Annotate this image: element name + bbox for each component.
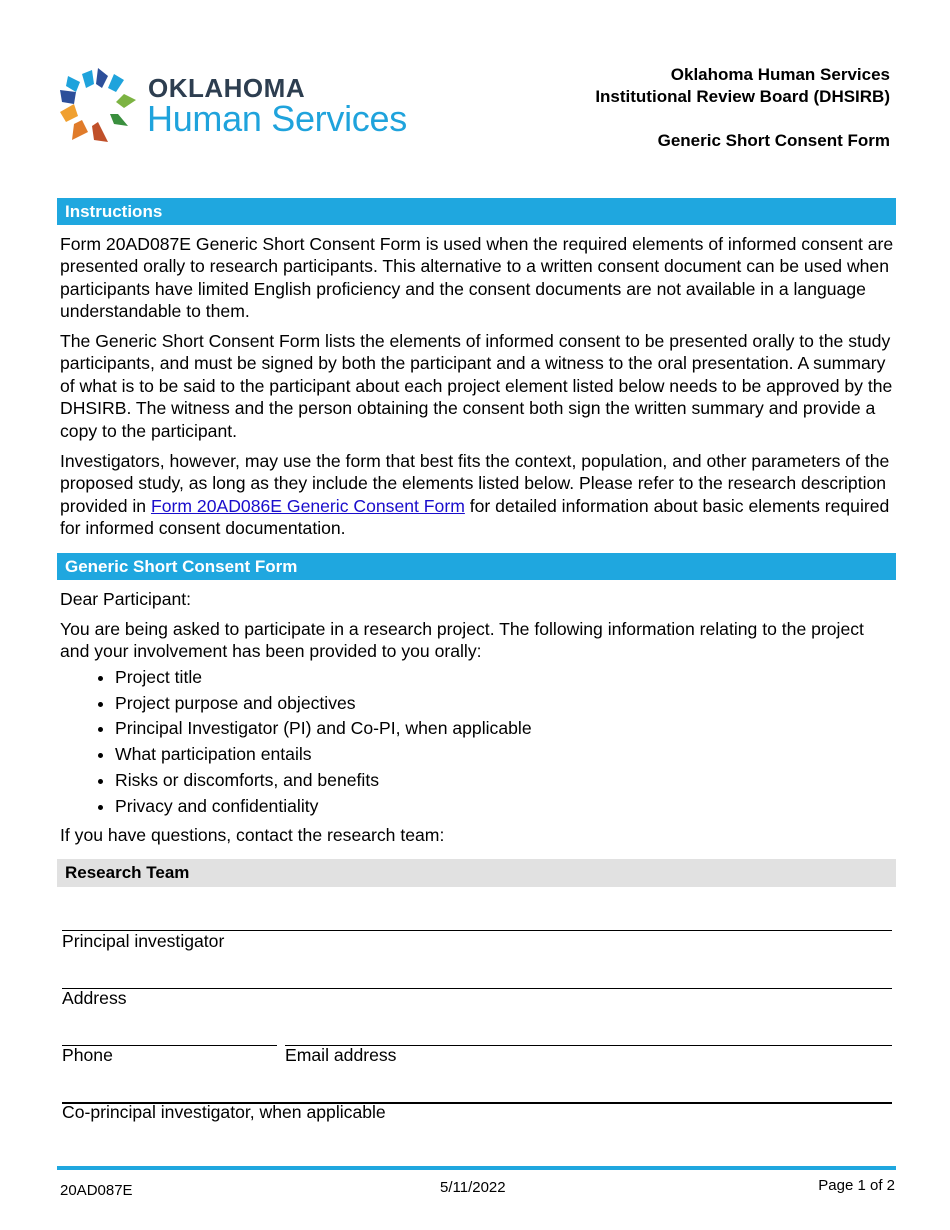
- instructions-paragraph-1: Form 20AD087E Generic Short Consent Form is used when the required elements of informed consent are presented orally to research participants. This alternative to a written consent document can be used when participants have limited English proficiency and the consent documents are not available in a language understandable to them.: [60, 234, 894, 322]
- instructions-paragraph-2: The Generic Short Consent Form lists the elements of informed consent to be presented orally to the study participants, and must be signed by both the participant and a witness to the oral presentation. A summary of what is to be said to the participant about each project element listed below needs to be approved by the DHSIRB. The witness and the person obtaining the consent both sign the written summary and provide a copy to the participant.: [60, 331, 893, 441]
- list-item: • Risks or discomforts, and benefits: [115, 768, 532, 794]
- instructions-heading: Instructions: [57, 198, 896, 225]
- footer-divider: [57, 1166, 896, 1170]
- logo-wordmark-bottom: Human Services: [147, 98, 407, 139]
- research-team-heading: Research Team: [57, 859, 896, 887]
- p3-text-after: for detailed information about basic elements required for informed consent documentation.: [60, 495, 890, 539]
- address-label: Address: [62, 988, 127, 1008]
- form-title: Generic Short Consent Form: [657, 131, 890, 150]
- agency-logo: [58, 66, 448, 148]
- page-number: Page 1 of 2: [818, 1177, 895, 1194]
- instructions-paragraph-3: [60, 450, 896, 540]
- co-pi-label: Co-principal investigator, when applicable: [62, 1102, 386, 1122]
- address-line[interactable]: [62, 988, 892, 989]
- email-label: Email address: [285, 1045, 397, 1065]
- organization-header: [595, 64, 890, 108]
- consent-elements-list: [60, 665, 532, 819]
- consent-intro: You are being asked to participate in a research project. The following information relating to the project and your involvement has been provided to you orally:: [60, 619, 864, 662]
- p3-text-before: Investigators, however, may use the form that best fits the context, population, and other parameters of the proposed study, as long as they include the elements listed below. Please refer to the research description provided in: [60, 451, 890, 516]
- principal-investigator-label: Principal investigator: [62, 931, 225, 951]
- form-date: 5/11/2022: [440, 1179, 506, 1196]
- star-logo-icon: [58, 66, 138, 148]
- list-item: • What participation entails: [115, 742, 532, 768]
- greeting: Dear Participant:: [60, 589, 192, 609]
- consent-heading: Generic Short Consent Form: [57, 553, 896, 580]
- list-item: • Project title: [115, 665, 532, 691]
- list-item: • Project purpose and objectives: [115, 691, 532, 717]
- generic-consent-form-link[interactable]: Form 20AD086E Generic Consent Form: [150, 495, 465, 516]
- org-name: Oklahoma Human Services: [670, 65, 890, 84]
- list-item: • Privacy and confidentiality: [115, 794, 532, 820]
- board-name: Institutional Review Board (DHSIRB): [595, 87, 890, 106]
- phone-label: Phone: [62, 1045, 113, 1065]
- list-item: • Principal Investigator (PI) and Co-PI, when applicable: [115, 716, 532, 742]
- contact-line: If you have questions, contact the research team:: [60, 825, 445, 845]
- form-code: 20AD087E: [60, 1182, 133, 1199]
- logo-wordmark-top: OKLAHOMA: [148, 73, 306, 103]
